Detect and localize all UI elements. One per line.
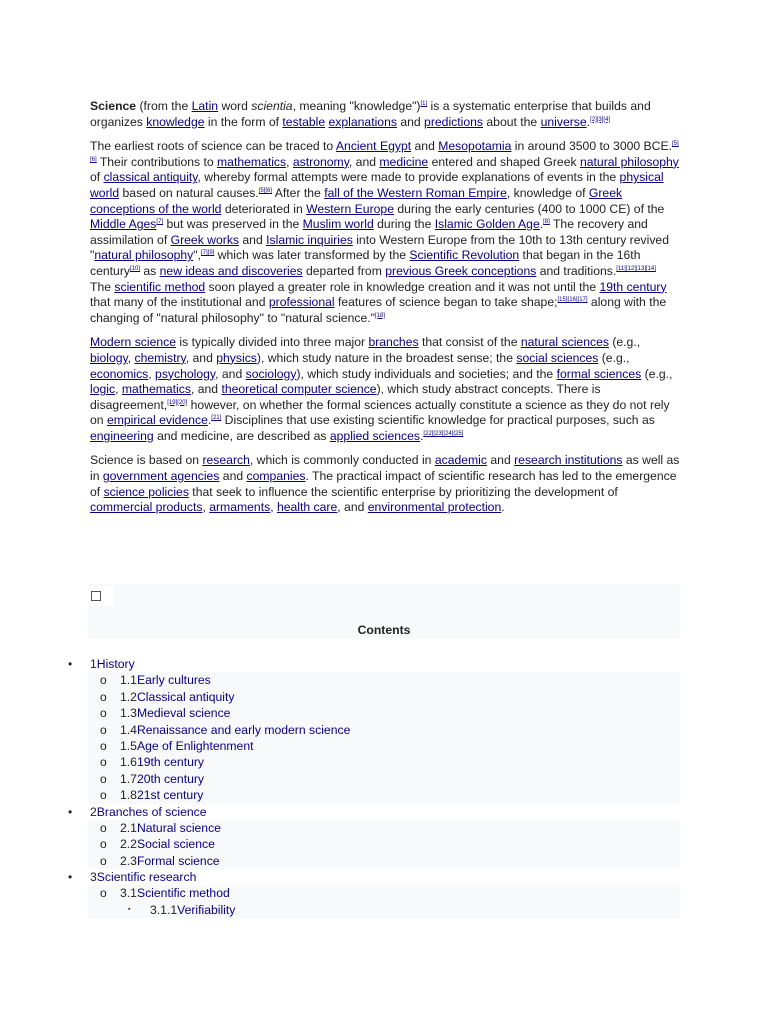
wiki-link[interactable]: government agencies xyxy=(102,469,220,484)
toc-label[interactable]: Scientific method xyxy=(136,886,230,901)
toc-item-link[interactable] xyxy=(120,754,204,770)
toc-label[interactable]: Classical antiquity xyxy=(136,689,235,704)
toc-item[interactable] xyxy=(88,771,680,787)
toc-number: 3.1.1 xyxy=(150,902,178,917)
text-run: The recovery and assimilation of xyxy=(90,217,648,247)
wiki-link[interactable]: scientific method xyxy=(114,279,206,294)
wiki-link[interactable]: natural philosophy xyxy=(94,248,194,263)
toc-item[interactable] xyxy=(88,820,680,836)
text-run: that began in the 16th century xyxy=(90,248,641,278)
citation-link[interactable]: [8] xyxy=(543,219,550,226)
text-run: during the xyxy=(373,217,435,232)
toc-label[interactable]: Early cultures xyxy=(136,673,211,688)
text-run: . xyxy=(207,413,212,428)
toc-item[interactable] xyxy=(88,836,680,852)
text-run: in around 3500 to 3000 BCE. xyxy=(511,139,672,154)
toc-number: 1.8 xyxy=(120,788,137,803)
text-run: The xyxy=(90,279,115,294)
wiki-link[interactable]: 19th century xyxy=(599,279,667,294)
toc-label[interactable]: Natural science xyxy=(136,820,221,835)
text-run: of xyxy=(90,170,104,185)
toc-item[interactable] xyxy=(88,885,680,901)
wiki-link[interactable]: natural philosophy xyxy=(579,154,679,169)
toc-item[interactable] xyxy=(68,869,680,885)
text-run: . xyxy=(586,114,591,129)
wiki-link[interactable]: Islamic inquiries xyxy=(266,232,353,247)
text-run: along with the changing of "natural philosophy" to "natural science." xyxy=(90,295,667,325)
toc-number: 2.1 xyxy=(120,820,137,835)
text-run: . The practical impact of scientific research has led to the emergence of xyxy=(90,469,677,499)
wiki-link[interactable]: new ideas and discoveries xyxy=(159,263,303,278)
text-run: based on natural causes. xyxy=(119,185,259,200)
toc-item-link[interactable] xyxy=(90,804,207,820)
text-run: word xyxy=(218,99,252,113)
toc-number: 1 xyxy=(90,657,97,671)
wiki-link[interactable]: health care xyxy=(276,500,338,515)
bullet-circle-icon: o xyxy=(100,837,107,852)
text-run: , xyxy=(115,382,122,397)
wiki-link[interactable]: science policies xyxy=(103,484,189,499)
wiki-link[interactable]: logic xyxy=(90,382,116,397)
text-run: which was later transformed by the xyxy=(214,248,410,263)
intro-paragraph-2 xyxy=(90,139,680,326)
wiki-link[interactable]: chemistry xyxy=(134,350,186,365)
text-run: as xyxy=(139,263,160,278)
wiki-link[interactable]: natural sciences xyxy=(520,335,609,350)
toc-number: 2.2 xyxy=(120,837,137,852)
wiki-link[interactable]: biology xyxy=(90,350,128,365)
toc-label[interactable]: 19th century xyxy=(136,755,205,770)
wiki-link[interactable]: social sciences xyxy=(516,350,599,365)
citation-ref xyxy=(259,188,272,194)
citation-ref xyxy=(130,266,140,272)
citation-ref xyxy=(590,117,610,123)
text-run: . xyxy=(539,217,544,232)
bullet-circle-icon: o xyxy=(100,689,107,704)
toc-label[interactable]: Renaissance and early modern science xyxy=(136,722,351,737)
text-run: into Western Europe from the 10th to 13th century revived " xyxy=(90,232,669,263)
text-run: , meaning "knowledge") xyxy=(292,99,421,113)
text-run: ", xyxy=(193,248,201,263)
citation-link[interactable]: [22][23][24][25] xyxy=(423,430,464,437)
wiki-link[interactable]: explanations xyxy=(328,114,397,129)
wiki-link[interactable]: classical antiquity xyxy=(103,170,198,185)
toc-header xyxy=(88,584,680,638)
wiki-link[interactable]: companies xyxy=(246,469,306,484)
bullet-circle-icon: o xyxy=(100,820,107,835)
wiki-link[interactable]: Ancient Egypt xyxy=(335,139,412,154)
citation-ref xyxy=(201,250,214,256)
wiki-link[interactable]: Middle Ages xyxy=(90,217,157,232)
toc-item-link[interactable] xyxy=(150,902,235,918)
bullet-square-icon: ▪ xyxy=(128,905,131,913)
citation-link[interactable]: [21] xyxy=(211,415,222,422)
article-body xyxy=(90,99,680,525)
text-run: . xyxy=(419,428,424,443)
toc-label[interactable]: Formal science xyxy=(136,853,220,868)
bullet-circle-icon: o xyxy=(100,788,107,803)
text-run: After the xyxy=(272,185,325,200)
toc-label[interactable]: Medieval science xyxy=(136,706,231,721)
italic-term: scientia xyxy=(251,99,293,113)
text-run: Their contributions to xyxy=(96,154,218,169)
toc-item[interactable] xyxy=(88,722,680,738)
toc-number: 1.7 xyxy=(120,771,137,786)
wiki-link[interactable]: formal sciences xyxy=(556,366,642,381)
citation-link[interactable]: [1] xyxy=(420,101,428,107)
toc-item-link[interactable] xyxy=(120,836,215,852)
toc-item-link[interactable] xyxy=(120,853,220,869)
text-run: departed from xyxy=(302,263,386,278)
text-run: however, on whether the formal sciences actually constitute a science as they do not rely on xyxy=(90,397,670,428)
toc-item[interactable] xyxy=(88,672,680,688)
text-run: (e.g., xyxy=(598,350,630,365)
wiki-link[interactable]: astronomy xyxy=(292,154,349,169)
toc-item-link[interactable] xyxy=(120,672,211,688)
wiki-link[interactable]: sociology xyxy=(245,366,297,381)
text-run: and xyxy=(411,139,439,154)
toc-item-link[interactable] xyxy=(90,656,135,672)
wiki-link[interactable]: professional xyxy=(268,295,335,310)
wiki-link[interactable]: Islamic Golden Age xyxy=(434,217,540,232)
text-run: , and xyxy=(337,500,368,515)
text-run: features of science began to take shape; xyxy=(334,295,558,310)
toc-number: 1.1 xyxy=(120,673,137,688)
toc-list xyxy=(68,656,680,918)
wiki-link[interactable]: economics xyxy=(90,366,149,381)
toc-toggle-checkbox[interactable] xyxy=(91,591,101,601)
article-subject: Science xyxy=(90,99,137,113)
text-run: and xyxy=(396,114,425,129)
text-run: in the form of xyxy=(204,114,283,129)
text-run: , and xyxy=(215,366,246,381)
toc-item-link[interactable] xyxy=(120,771,204,787)
wiki-link[interactable]: Muslim world xyxy=(302,217,374,232)
text-run: as well as in xyxy=(90,453,680,484)
bullet-circle-icon: o xyxy=(100,722,107,737)
toc-item-link[interactable] xyxy=(120,787,203,803)
text-run: , xyxy=(148,366,156,381)
text-run: , xyxy=(286,154,293,169)
intro-paragraph-1 xyxy=(90,99,680,130)
text-run: (e.g., xyxy=(608,335,641,350)
wiki-link[interactable]: testable xyxy=(282,114,326,129)
wiki-link[interactable]: commercial products xyxy=(90,500,203,515)
toc-item-link[interactable] xyxy=(120,689,235,705)
text-run: The earliest roots of science can be traced to xyxy=(90,139,336,154)
toc-item-link[interactable] xyxy=(120,705,230,721)
text-run: and xyxy=(219,469,247,484)
toc-item[interactable] xyxy=(88,705,680,721)
citation-link[interactable]: [10] xyxy=(129,265,140,272)
toc-title: Contents xyxy=(357,623,411,637)
wiki-link[interactable]: Latin xyxy=(191,99,219,113)
bullet-circle-icon: o xyxy=(100,853,107,868)
toc-item-link[interactable] xyxy=(120,820,221,836)
toc-number: 1.6 xyxy=(120,755,137,770)
text-run: and traditions. xyxy=(536,263,617,278)
wiki-link[interactable]: Modern science xyxy=(90,335,177,350)
wiki-link[interactable]: empirical evidence xyxy=(106,413,208,428)
citation-link[interactable]: [2][3][4] xyxy=(590,116,611,123)
wiki-link[interactable]: Mesopotamia xyxy=(438,139,512,154)
bullet-circle-icon: o xyxy=(100,886,107,901)
text-run: deteriorated in xyxy=(221,201,307,216)
wiki-link[interactable]: fall of the Western Roman Empire xyxy=(324,185,507,200)
toc-number: 1.4 xyxy=(120,722,137,737)
citation-ref xyxy=(616,266,656,272)
wiki-link[interactable]: research institutions xyxy=(514,453,623,468)
text-run: , and xyxy=(190,382,222,397)
wiki-link[interactable]: theoretical computer science xyxy=(221,382,377,397)
toc-item[interactable] xyxy=(88,689,680,705)
toc-label[interactable]: Age of Enlightenment xyxy=(136,738,254,753)
bullet-circle-icon: o xyxy=(100,738,107,753)
wiki-link[interactable]: research xyxy=(202,453,250,468)
text-run: , and xyxy=(348,154,380,169)
citation-link[interactable]: [5][6] xyxy=(258,187,273,194)
toc-item[interactable] xyxy=(88,902,680,918)
wiki-link[interactable]: medicine xyxy=(379,154,429,169)
wiki-link[interactable]: applied sciences xyxy=(329,428,420,443)
text-run: is a systematic enterprise that builds and organizes xyxy=(90,99,651,129)
wiki-link[interactable]: Greek works xyxy=(170,232,240,247)
toc-number: 3 xyxy=(90,870,97,885)
citation-link[interactable]: [5][6] xyxy=(90,141,679,163)
toc-label[interactable]: 21st century xyxy=(136,788,204,803)
text-run: , knowledge of xyxy=(506,185,589,200)
text-run: Disciplines that use existing scientific knowledge for practical purposes, such as xyxy=(221,413,655,428)
wiki-link[interactable]: Scientific Revolution xyxy=(409,248,520,263)
toc-label[interactable]: Social science xyxy=(136,837,215,852)
text-run: that seek to influence the scientific enterprise by prioritizing the development of xyxy=(188,484,618,499)
bullet-disc-icon: • xyxy=(68,804,73,819)
intro-paragraph-4 xyxy=(90,453,680,515)
text-run: and xyxy=(487,453,515,468)
toc-label[interactable]: Branches of science xyxy=(96,804,207,819)
wiki-link[interactable]: Greek conceptions of the world xyxy=(90,185,623,216)
toc-item[interactable] xyxy=(88,853,680,869)
citation-ref xyxy=(375,313,385,319)
text-run: , xyxy=(270,500,277,515)
toc-number: 1.2 xyxy=(120,689,137,704)
wiki-link[interactable]: physics xyxy=(216,350,257,365)
wiki-link[interactable]: academic xyxy=(434,453,487,468)
text-run: ), which study nature in the broadest sense; the xyxy=(256,350,517,365)
text-run: Science is based on xyxy=(90,453,203,468)
text-run: ), which study abstract concepts. There is disagreement, xyxy=(90,382,601,412)
wiki-link[interactable]: engineering xyxy=(90,428,154,443)
wiki-link[interactable]: universe xyxy=(540,114,587,129)
wiki-link[interactable]: previous Greek conceptions xyxy=(385,263,537,278)
toc-item-link[interactable] xyxy=(90,869,196,885)
toc-item[interactable] xyxy=(88,738,680,754)
citation-ref xyxy=(423,431,463,437)
text-run: soon played a greater role in knowledge creation and it was not until the xyxy=(205,279,600,294)
text-run: , whereby formal attempts were made to provide explanations of events in the xyxy=(197,170,620,185)
text-run: , which is commonly conducted in xyxy=(249,453,435,468)
wiki-link[interactable]: mathematics xyxy=(121,382,191,397)
wiki-link[interactable]: Western Europe xyxy=(306,201,394,216)
toc-number: 2.3 xyxy=(120,853,137,868)
toc-label[interactable]: Verifiability xyxy=(177,902,236,917)
text-run: (e.g., xyxy=(641,366,673,381)
citation-ref xyxy=(211,415,221,421)
text-run: entered and shaped Greek xyxy=(428,154,580,169)
toc-item-link[interactable] xyxy=(120,885,230,901)
text-run: and xyxy=(239,232,267,247)
toc-number: 1.3 xyxy=(120,706,137,721)
bullet-circle-icon: o xyxy=(100,771,107,786)
text-run: . xyxy=(501,500,505,515)
toc-number: 3.1 xyxy=(120,886,137,901)
text-run: , and xyxy=(185,350,217,365)
wiki-link[interactable]: psychology xyxy=(155,366,216,381)
text-run: is typically divided into three major xyxy=(176,335,369,350)
text-run: but was preserved in the xyxy=(163,217,303,232)
toc-label[interactable]: History xyxy=(96,657,135,671)
bullet-disc-icon: • xyxy=(68,870,73,885)
toc-number: 1.5 xyxy=(120,738,137,753)
citation-link[interactable]: [7][9] xyxy=(200,250,215,257)
wiki-link[interactable]: physical world xyxy=(90,170,664,200)
text-run: during the early centuries (400 to 1000 CE) of the xyxy=(393,201,665,216)
citation-link[interactable]: [15][16][17] xyxy=(557,297,588,304)
wiki-link[interactable]: armaments xyxy=(209,500,271,515)
toc-item-link[interactable] xyxy=(120,722,350,738)
text-run: (from the xyxy=(136,99,192,113)
wiki-link[interactable]: branches xyxy=(368,335,419,350)
toc-label[interactable]: Scientific research xyxy=(96,870,197,885)
toc-item-link[interactable] xyxy=(120,738,254,754)
wiki-link[interactable]: knowledge xyxy=(146,114,205,129)
citation-link[interactable]: [7] xyxy=(156,219,164,226)
citation-link[interactable]: [19][20] xyxy=(167,399,188,406)
wiki-link[interactable]: environmental protection xyxy=(367,500,502,515)
text-run: ), which study individuals and societies; and the xyxy=(296,366,557,381)
intro-paragraph-3 xyxy=(90,335,680,444)
text-run: about the xyxy=(483,114,541,129)
text-run: , xyxy=(127,350,135,365)
text-run: that many of the institutional and xyxy=(90,295,269,310)
text-run: , xyxy=(202,500,210,515)
wiki-link[interactable]: predictions xyxy=(424,114,483,129)
toc-item[interactable] xyxy=(68,804,680,820)
citation-link[interactable]: [18] xyxy=(374,312,385,319)
citation-ref xyxy=(167,400,187,406)
citation-link[interactable]: [11][12][13][14] xyxy=(616,265,656,272)
citation-ref xyxy=(543,219,550,225)
toc-item[interactable] xyxy=(88,754,680,770)
bullet-disc-icon: • xyxy=(68,657,73,671)
toc-number: 2 xyxy=(90,804,97,819)
bullet-circle-icon: o xyxy=(100,755,107,770)
toc-item[interactable] xyxy=(68,656,680,672)
text-run: and medicine, are described as xyxy=(153,428,330,443)
bullet-circle-icon: o xyxy=(100,673,107,688)
toc-item[interactable] xyxy=(88,787,680,803)
text-run: that consist of the xyxy=(418,335,521,350)
toc-label[interactable]: 20th century xyxy=(136,771,205,786)
wiki-link[interactable]: mathematics xyxy=(217,154,287,169)
citation-ref xyxy=(558,297,588,303)
bullet-circle-icon: o xyxy=(100,706,107,721)
